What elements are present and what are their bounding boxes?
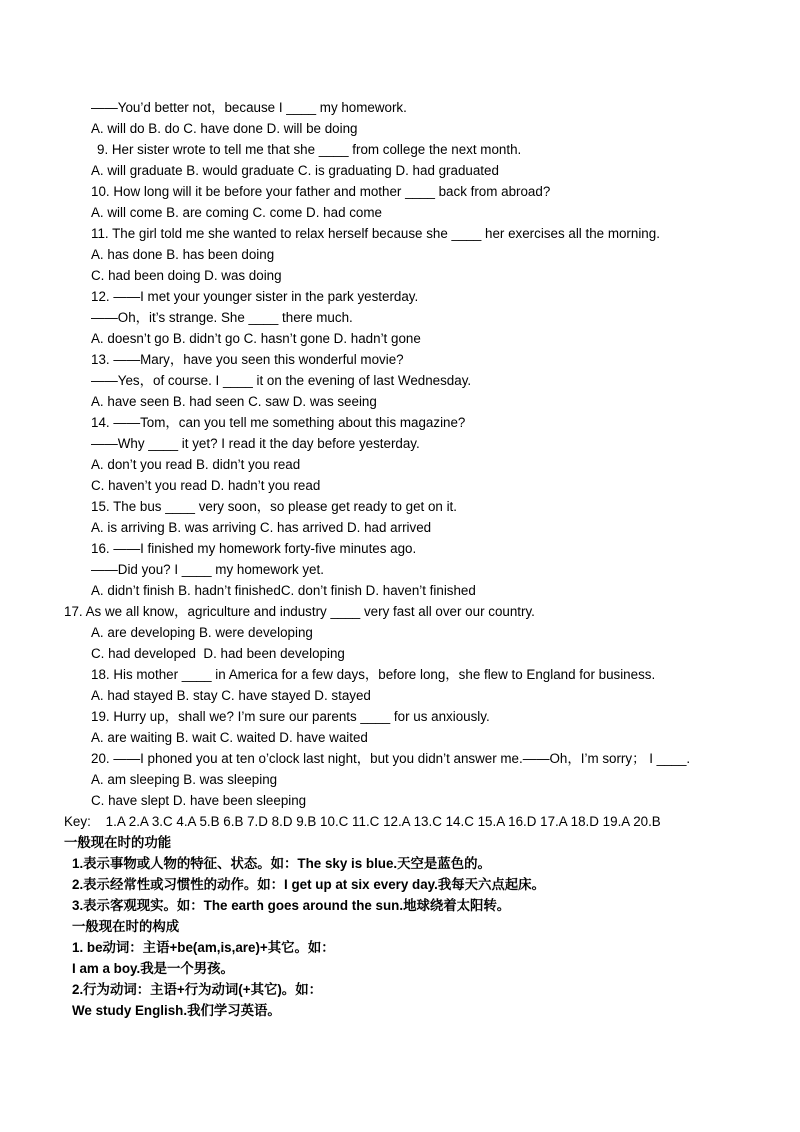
text-line: A. are developing B. were developing	[91, 625, 313, 640]
text-line: 14. ——Tom，can you tell me something about this magazine?	[91, 415, 466, 430]
text-line: 13. ——Mary，have you seen this wonderful movie?	[91, 352, 404, 367]
note-line: 3.表示客观现实。如：The earth goes around the sun.地球绕着太阳转。	[72, 898, 511, 913]
text-line: C. had been doing D. was doing	[91, 268, 282, 283]
text-line: ——Oh，it’s strange. She ____ there much.	[91, 310, 353, 325]
note-line: I am a boy.我是一个男孩。	[72, 961, 234, 976]
text-line: 9. Her sister wrote to tell me that she ____ from college the next month.	[97, 142, 522, 157]
text-line: A. has done B. has been doing	[91, 247, 275, 262]
text-line: A. is arriving B. was arriving C. has arrived D. had arrived	[91, 520, 432, 535]
text-line: C. had developed D. had been developing	[91, 646, 345, 661]
text-line: ——Why ____ it yet? I read it the day before yesterday.	[91, 436, 420, 451]
text-line: ——You’d better not，because I ____ my homework.	[91, 100, 407, 115]
text-line: A. don’t you read B. didn’t you read	[91, 457, 301, 472]
note-line: 2.行为动词：主语+行为动词(+其它)。如：	[72, 982, 322, 997]
section-heading: 一般现在时的功能	[64, 835, 172, 850]
text-line: ——Yes，of course. I ____ it on the evening of last Wednesday.	[91, 373, 472, 388]
text-line: A. had stayed B. stay C. have stayed D. stayed	[91, 688, 371, 703]
text-line: 10. How long will it be before your father and mother ____ back from abroad?	[91, 184, 551, 199]
text-line: 16. ——I finished my homework forty-five minutes ago.	[91, 541, 417, 556]
note-line: 2.表示经常性或习惯性的动作。如：I get up at six every day.我每天六点起床。	[72, 877, 545, 892]
text-line: 11. The girl told me she wanted to relax herself because she ____ her exercises all the morning.	[91, 226, 660, 241]
text-line: 12. ——I met your younger sister in the park yesterday.	[91, 289, 419, 304]
text-line: A. have seen B. had seen C. saw D. was seeing	[91, 394, 377, 409]
text-line: 18. His mother ____ in America for a few days，before long，she flew to England for business.	[91, 667, 656, 682]
note-line: We study English.我们学习英语。	[72, 1003, 281, 1018]
text-line: A. will come B. are coming C. come D. had come	[91, 205, 382, 220]
answer-key: Key: 1.A 2.A 3.C 4.A 5.B 6.B 7.D 8.D 9.B 10.C 11.C 12.A 13.C 14.C 15.A 16.D 17.A 18.D 19.A 20.B	[64, 814, 661, 829]
note-line: 1.表示事物或人物的特征、状态。如：The sky is blue.天空是蓝色的。	[72, 856, 491, 871]
note-line: 1. be动词：主语+be(am,is,are)+其它。如：	[72, 940, 335, 955]
text-line: A. are waiting B. wait C. waited D. have waited	[91, 730, 368, 745]
text-line: ——Did you? I ____ my homework yet.	[91, 562, 324, 577]
text-line: A. doesn’t go B. didn’t go C. hasn’t gone D. hadn’t gone	[91, 331, 421, 346]
text-line: A. am sleeping B. was sleeping	[91, 772, 278, 787]
text-line: 20. ——I phoned you at ten o’clock last night，but you didn’t answer me.——Oh，I’m sorry； I ____.	[91, 751, 691, 766]
text-line: A. will do B. do C. have done D. will be doing	[91, 121, 358, 136]
text-line: 15. The bus ____ very soon，so please get ready to get on it.	[91, 499, 457, 514]
section-heading: 一般现在时的构成	[72, 919, 180, 934]
text-line: A. will graduate B. would graduate C. is graduating D. had graduated	[91, 163, 499, 178]
text-line: 17. As we all know，agriculture and industry ____ very fast all over our country.	[64, 604, 535, 619]
text-line: C. have slept D. have been sleeping	[91, 793, 307, 808]
text-line: 19. Hurry up，shall we? I’m sure our parents ____ for us anxiously.	[91, 709, 490, 724]
text-line: A. didn’t finish B. hadn’t finishedC. don’t finish D. haven’t finished	[91, 583, 476, 598]
text-line: C. haven’t you read D. hadn’t you read	[91, 478, 321, 493]
